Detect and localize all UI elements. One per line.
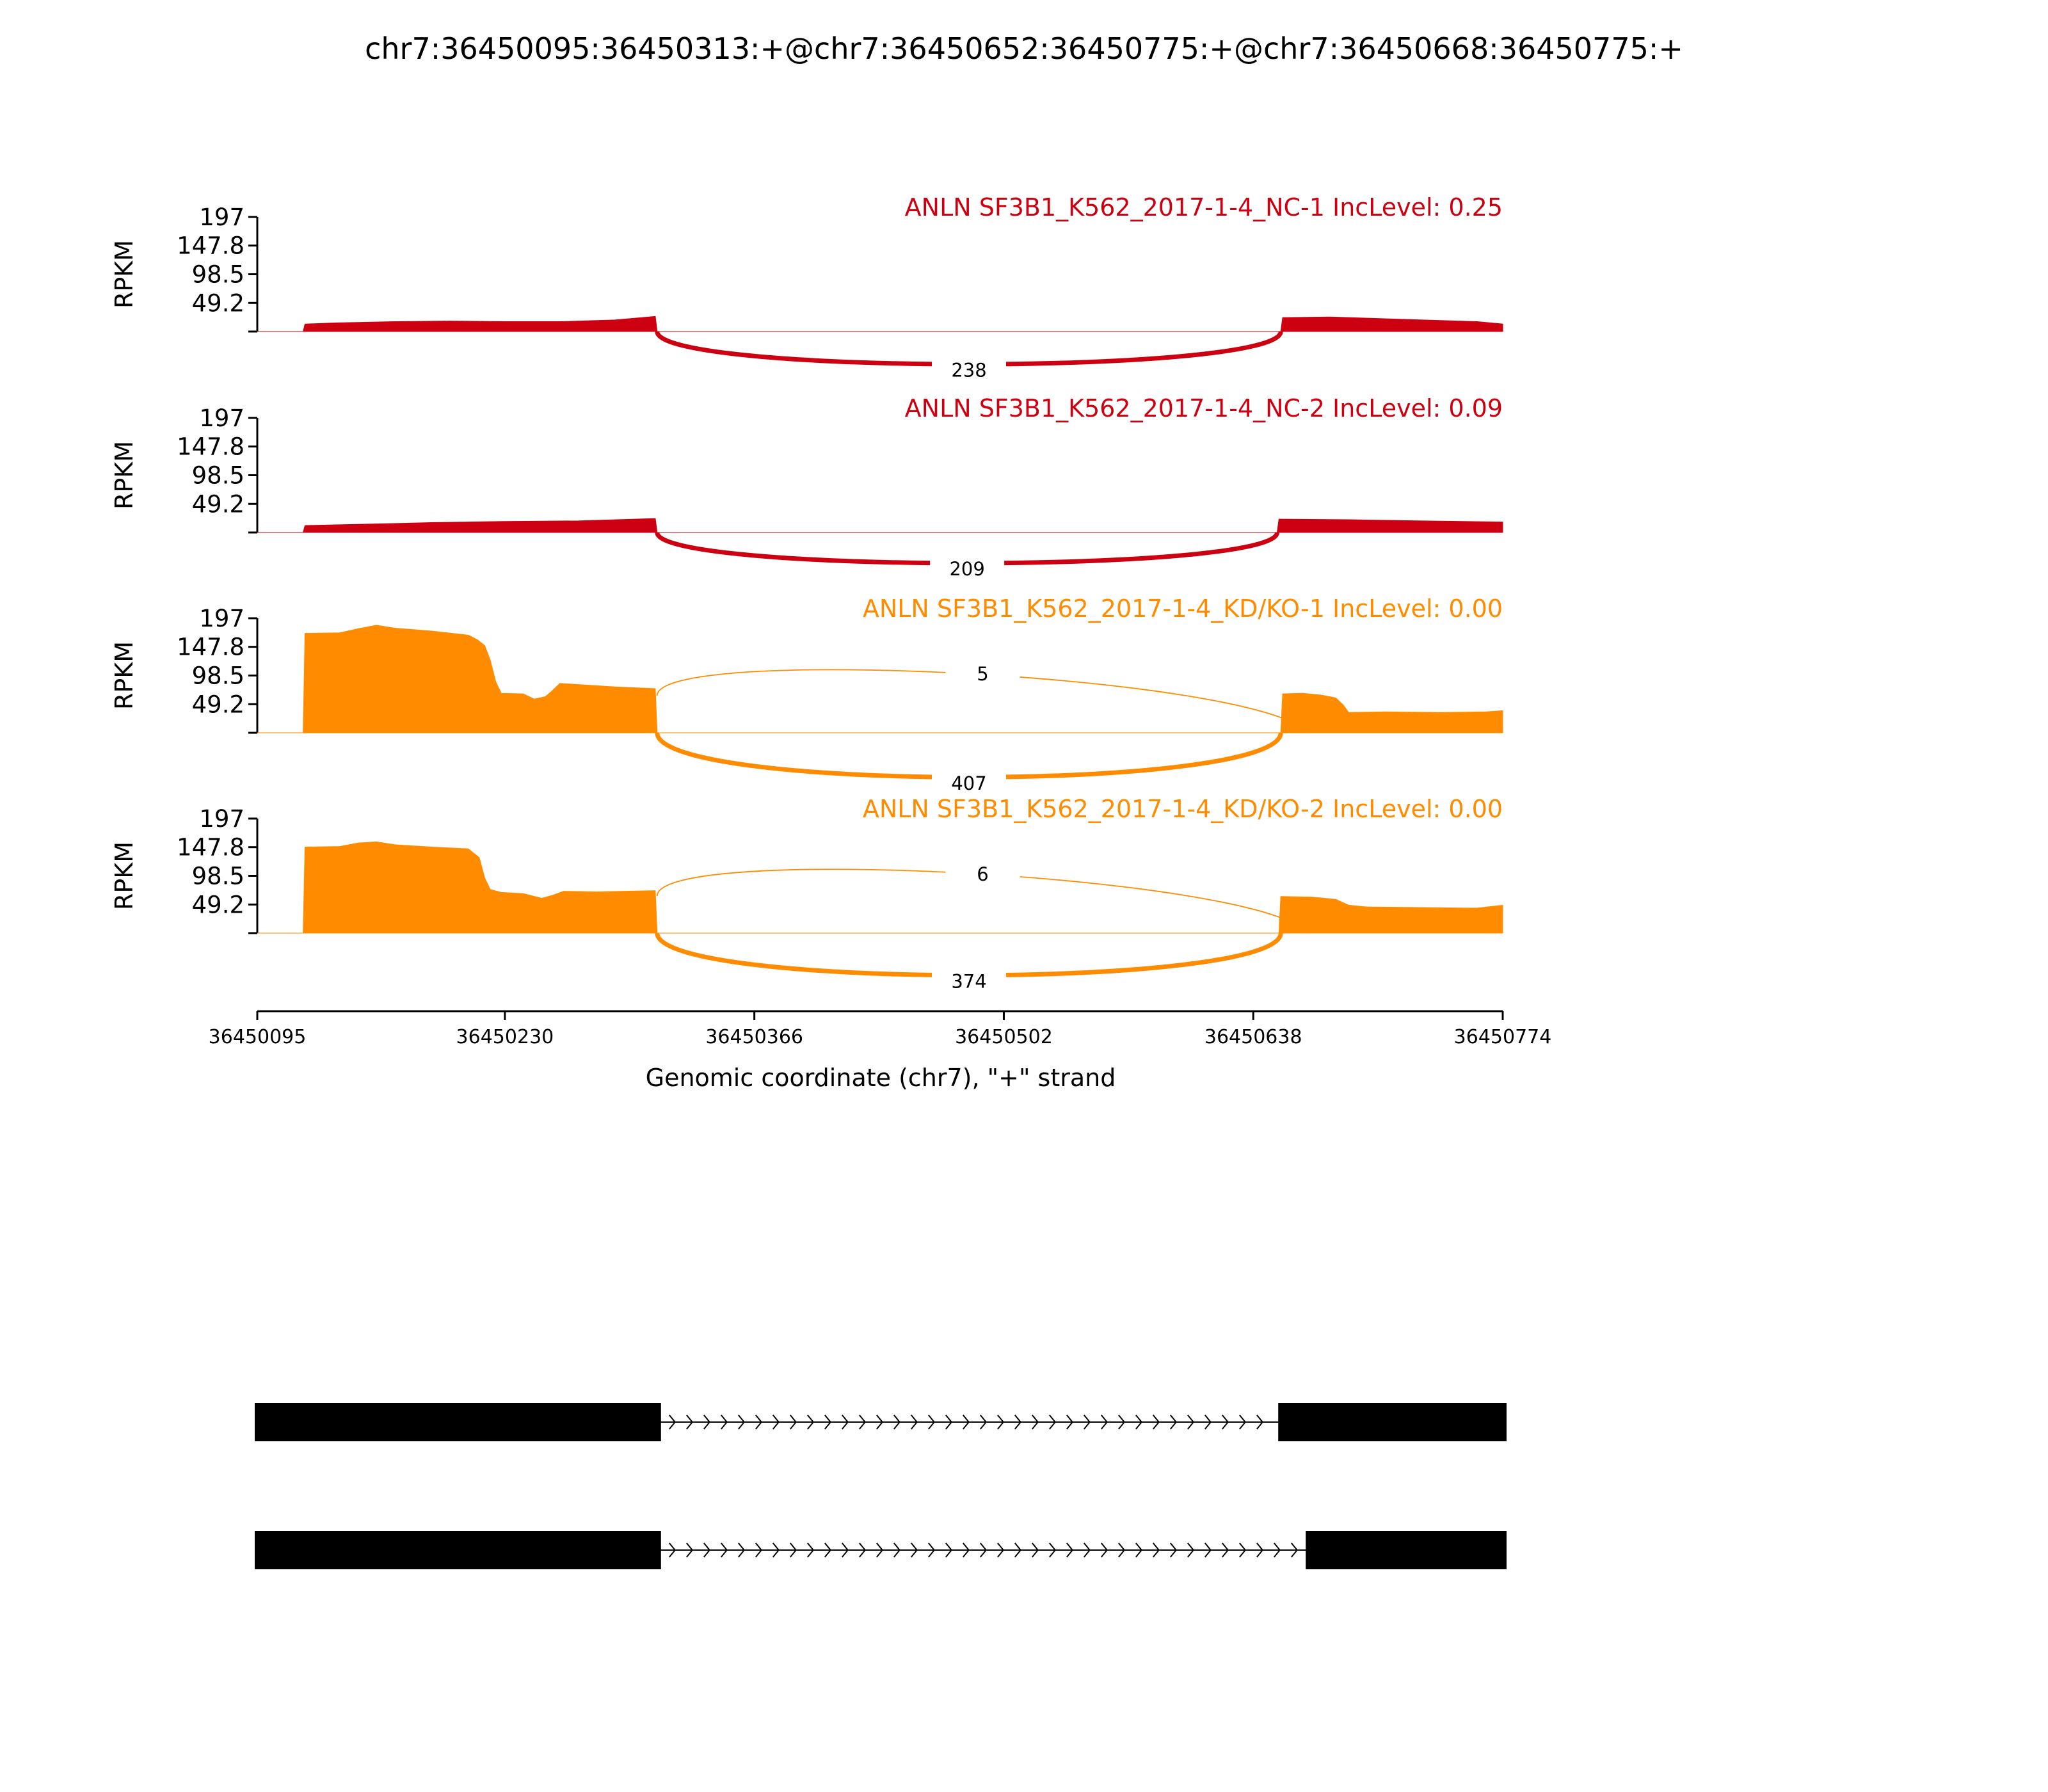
junction-count-label: 5: [977, 663, 989, 685]
coverage-panel: [110, 595, 1503, 795]
isoform: [255, 1403, 1507, 1441]
y-tick-label: 98.5: [191, 862, 244, 890]
y-axis-label: RPKM: [110, 641, 138, 710]
coverage-area: [257, 316, 1503, 332]
y-tick-label: 98.5: [191, 662, 244, 690]
coverage-area: [257, 518, 1503, 532]
sample-label: ANLN SF3B1_K562_2017-1-4_NC-2 IncLevel: 0.09: [904, 394, 1503, 422]
y-tick-label: 197: [199, 204, 244, 231]
coverage-area: [257, 842, 1503, 933]
coverage-panel: [110, 193, 1503, 381]
isoform: [255, 1531, 1507, 1569]
exon-block: [1278, 1403, 1507, 1441]
exon-block: [255, 1531, 661, 1569]
x-axis-label: Genomic coordinate (chr7), "+" strand: [645, 1064, 1116, 1092]
sample-label: ANLN SF3B1_K562_2017-1-4_KD/KO-1 IncLevel: 0.00: [862, 595, 1503, 623]
exon-block: [1306, 1531, 1507, 1569]
coverage-area: [257, 625, 1503, 733]
coverage-panel: [110, 795, 1503, 993]
y-tick-label: 49.2: [191, 289, 244, 317]
x-tick-label: 36450095: [208, 1026, 307, 1048]
coverage-panels: [110, 193, 1503, 993]
junction-count-label: 238: [951, 359, 987, 381]
y-tick-label: 49.2: [191, 691, 244, 719]
coverage-panel: [110, 394, 1503, 580]
y-axis-label: RPKM: [110, 239, 138, 309]
y-tick-label: 197: [199, 805, 244, 833]
x-axis: [209, 1011, 1552, 1048]
y-axis-label: RPKM: [110, 440, 138, 510]
y-tick-label: 49.2: [191, 490, 244, 518]
x-tick-label: 36450638: [1204, 1026, 1302, 1048]
y-tick-label: 197: [199, 605, 244, 632]
sample-label: ANLN SF3B1_K562_2017-1-4_NC-1 IncLevel: 0.25: [904, 193, 1503, 221]
sample-label: ANLN SF3B1_K562_2017-1-4_KD/KO-2 IncLevel: 0.00: [862, 795, 1503, 823]
y-tick-label: 147.8: [177, 433, 244, 461]
junction-count-label: 407: [951, 772, 987, 795]
y-axis-label: RPKM: [110, 841, 138, 911]
junction-count-label: 209: [949, 558, 985, 580]
junction-count-label: 6: [977, 863, 989, 885]
x-tick-label: 36450502: [955, 1026, 1053, 1048]
y-tick-label: 197: [199, 404, 244, 432]
exon-block: [255, 1403, 661, 1441]
y-tick-label: 98.5: [191, 260, 244, 289]
x-tick-label: 36450230: [456, 1026, 554, 1048]
y-tick-label: 147.8: [177, 833, 244, 861]
y-tick-label: 147.8: [177, 232, 244, 260]
x-tick-label: 36450774: [1453, 1026, 1552, 1048]
y-tick-label: 147.8: [177, 633, 244, 661]
junction-count-label: 374: [951, 970, 987, 993]
isoform-track: [255, 1403, 1507, 1569]
chart-title: chr7:36450095:36450313:+@chr7:36450652:36450775:+@chr7:36450668:36450775:+: [365, 31, 1683, 66]
x-tick-label: 36450366: [705, 1026, 804, 1048]
y-tick-label: 98.5: [191, 461, 244, 490]
y-tick-label: 49.2: [191, 891, 244, 919]
